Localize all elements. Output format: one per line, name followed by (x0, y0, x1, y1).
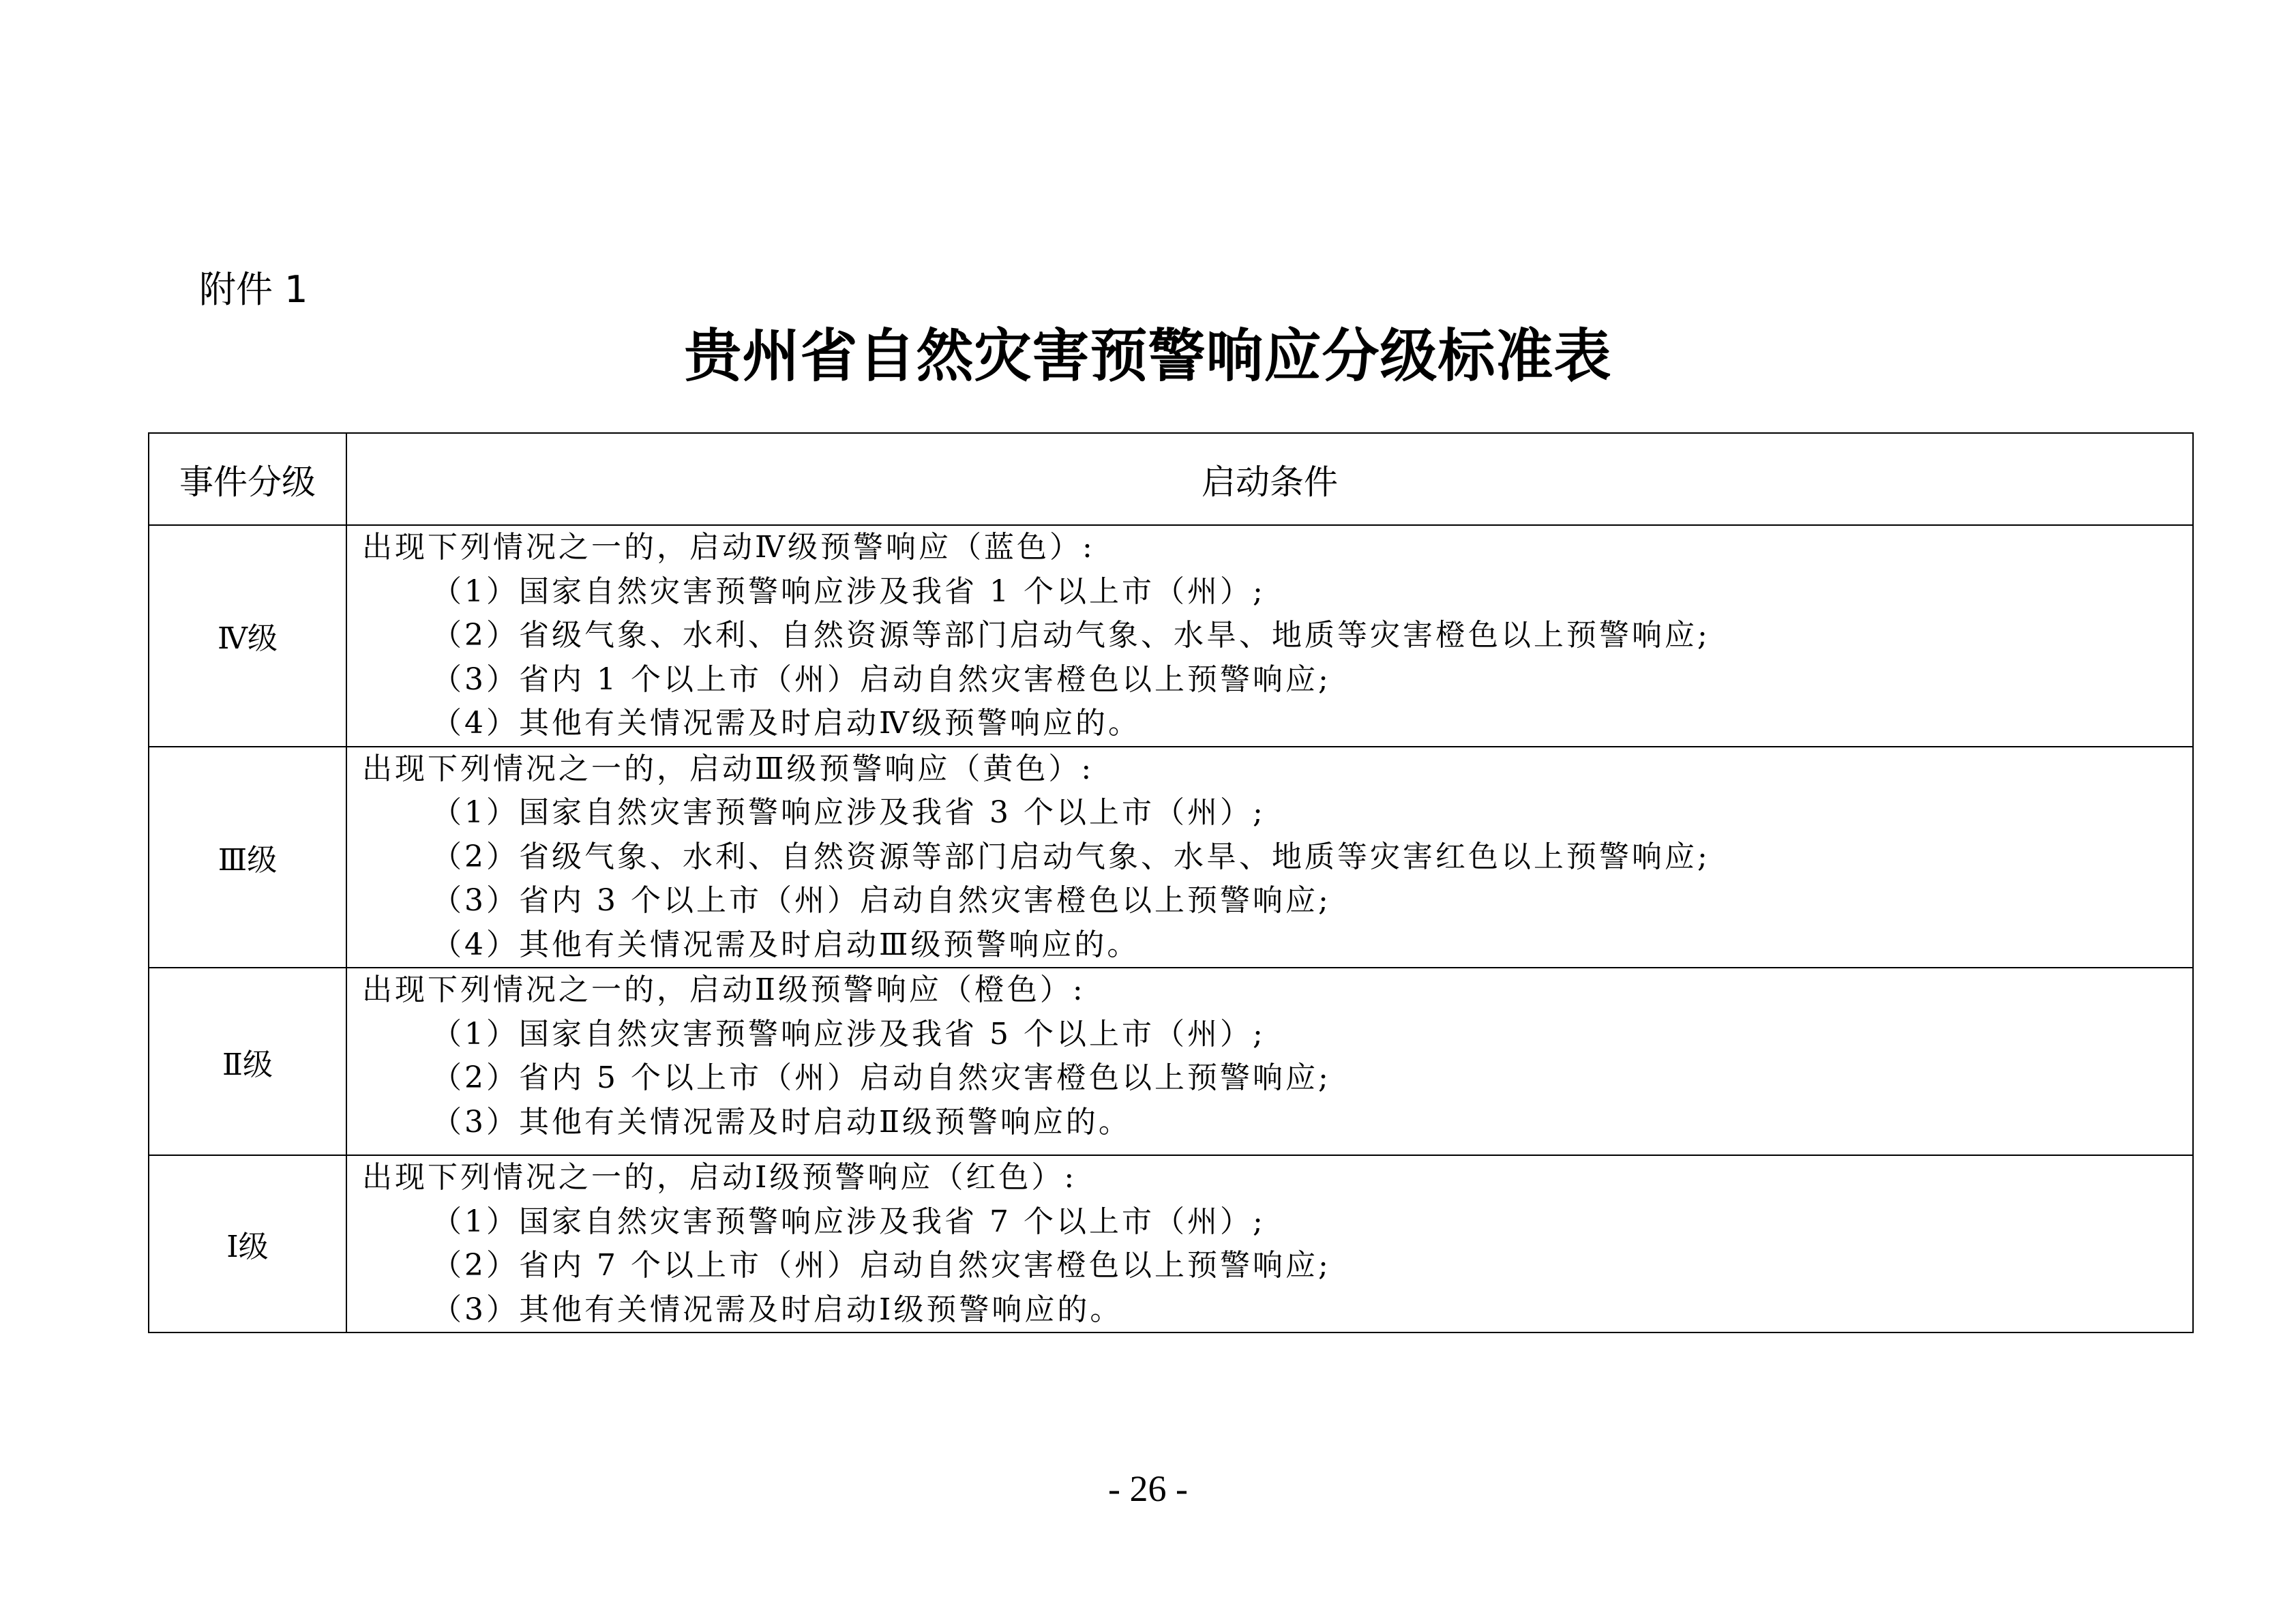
condition-item: （4）其他有关情况需及时启动Ⅲ级预警响应的。 (432, 927, 1140, 962)
table-row (149, 968, 2193, 1155)
document-title: 贵州省自然灾害预警响应分级标准表 (684, 322, 1612, 389)
condition-item: （2）省级气象、水利、自然资源等部门启动气象、水旱、地质等灾害橙色以上预警响应; (432, 618, 1710, 653)
header-event-level: 事件分级 (149, 433, 346, 525)
condition-item: （3）省内 1 个以上市（州）启动自然灾害橙色以上预警响应; (432, 661, 1331, 697)
conditions-cell (346, 525, 2193, 747)
condition-item: （1）国家自然灾害预警响应涉及我省 1 个以上市（州）; (432, 574, 1266, 609)
table-header-row (149, 433, 2193, 525)
conditions-cell (346, 747, 2193, 968)
condition-item: （3）其他有关情况需及时启动Ⅱ级预警响应的。 (432, 1104, 1131, 1140)
condition-lead: 出现下列情况之一的，启动Ⅲ级预警响应（黄色）: (362, 751, 1094, 786)
condition-item: （3）省内 3 个以上市（州）启动自然灾害橙色以上预警响应; (432, 883, 1331, 918)
table-row (149, 525, 2193, 747)
conditions-cell (346, 968, 2193, 1155)
condition-item: （3）其他有关情况需及时启动Ⅰ级预警响应的。 (432, 1292, 1123, 1327)
condition-lead: 出现下列情况之一的，启动Ⅱ级预警响应（橙色）: (362, 972, 1086, 1007)
condition-item: （4）其他有关情况需及时启动Ⅳ级预警响应的。 (432, 706, 1141, 741)
level-cell: Ⅰ级 (149, 1155, 346, 1332)
table-row (149, 747, 2193, 968)
level-cell: Ⅳ级 (149, 525, 346, 747)
level-cell: Ⅲ级 (149, 747, 346, 968)
level-cell: Ⅱ级 (149, 968, 346, 1155)
condition-item: （2）省内 5 个以上市（州）启动自然灾害橙色以上预警响应; (432, 1060, 1331, 1095)
header-start-conditions: 启动条件 (346, 433, 2193, 525)
condition-lead: 出现下列情况之一的，启动Ⅰ级预警响应（红色）: (362, 1160, 1077, 1195)
condition-item: （2）省内 7 个以上市（州）启动自然灾害橙色以上预警响应; (432, 1248, 1331, 1283)
condition-item: （1）国家自然灾害预警响应涉及我省 7 个以上市（州）; (432, 1204, 1266, 1239)
condition-lead: 出现下列情况之一的，启动Ⅳ级预警响应（蓝色）: (362, 530, 1095, 565)
warning-standard-table (148, 432, 2194, 1333)
conditions-cell (346, 1155, 2193, 1332)
table-row (149, 1155, 2193, 1332)
condition-item: （1）国家自然灾害预警响应涉及我省 5 个以上市（州）; (432, 1016, 1266, 1052)
page-number: - 26 - (1108, 1468, 1188, 1509)
attachment-label: 附件 1 (199, 268, 308, 311)
condition-item: （2）省级气象、水利、自然资源等部门启动气象、水旱、地质等灾害红色以上预警响应; (432, 839, 1710, 874)
condition-item: （1）国家自然灾害预警响应涉及我省 3 个以上市（州）; (432, 795, 1266, 830)
